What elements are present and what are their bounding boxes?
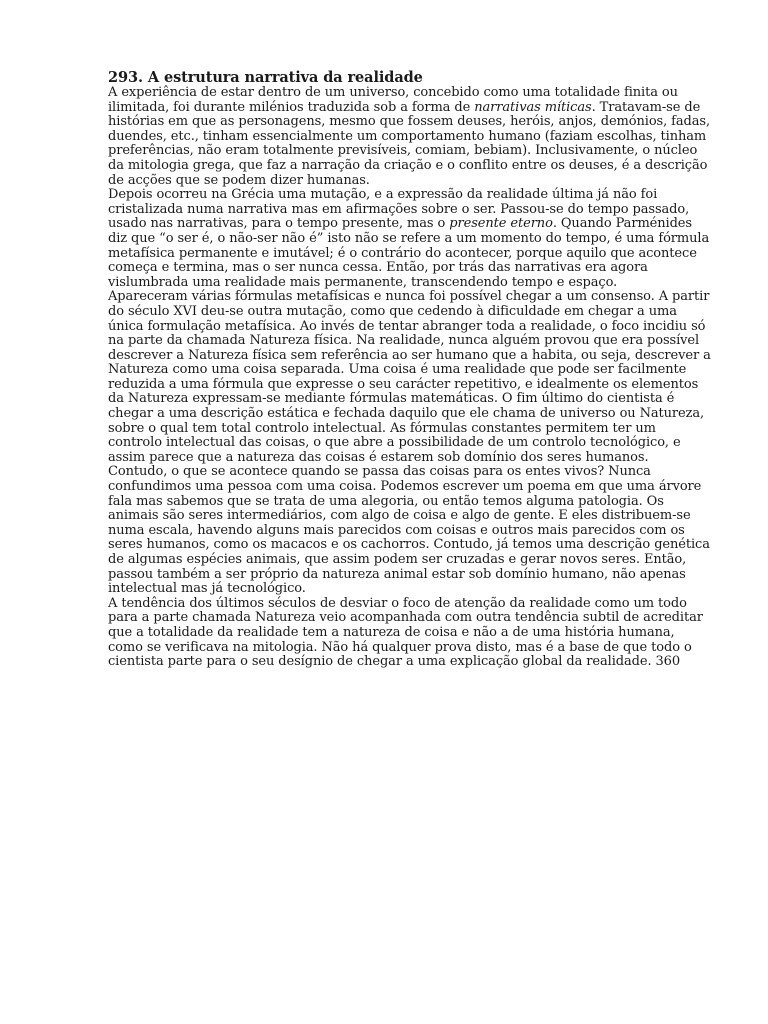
paragraph-text: . Quando Parménides diz que “o ser é, o não-ser não é” isto não se refere a um momento do tempo, é uma fórmula metafísica permanente e imutável; é o contrário do acontecer, porque aquilo que acontece começa e termina, mas o ser nunca cessa. Então, por trás das narrativas era agora vislumbrada uma realidade mais permanente, transcendendo tempo e espaço. bbox=[108, 216, 710, 290]
document-page bbox=[108, 70, 713, 670]
paragraph-2 bbox=[108, 188, 713, 290]
paragraph-text: Depois ocorreu na Grécia uma mutação, e a expressão da realidade última já não foi cristalizada numa narrativa mas em afirmações sobre o ser. Passou-se do tempo passado, usado nas narrativas, para o tempo presente, mas o bbox=[108, 187, 690, 232]
section-title: 293. A estrutura narrativa da realidade bbox=[108, 69, 423, 86]
paragraph-text: . Tratavam-se de histórias em que as personagens, mesmo que fossem deuses, heróis, anjos, demónios, fadas, duendes, etc., tinham essencialmente um comportamento humano (faziam escolhas, tinham preferências, não eram totalmente previsíveis, comiam, bebiam). Inclusivamente, o núcleo da mitologia grega, que faz a narração da criação e o conflito entre os deuses, é a descrição de acções que se podem dizer humanas. bbox=[108, 99, 711, 188]
paragraph-text: A tendência dos últimos séculos de desviar o foco de atenção da realidade como um todo para a parte chamada Natureza veio acompanhada com outra tendência subtil de acreditar que a totalidade da realidade tem a natureza de coisa e não a de uma história humana, como se verificava na mitologia. Não há qualquer prova disto, mas é a base de que todo o cientista parte para o seu desígnio de chegar a uma explicação global da realidade. 360 bbox=[108, 595, 703, 670]
emphasis-text: presente eterno bbox=[449, 216, 553, 232]
paragraph-text: Contudo, o que se acontece quando se passa das coisas para os entes vivos? Nunca confundimos uma pessoa com uma coisa. Podemos escrever um poema em que uma árvore fala mas sabemos que se trata de uma alegoria, ou então temos alguma patologia. Os animais são seres intermediários, com algo de coisa e algo de gente. E eles distribuem-se numa escala, havendo alguns mais parecidos com coisas e outros mais parecidos com os seres humanos, como os macacos e os cachorros. Contudo, já temos uma descrição genética de algumas espécies animais, que assim podem ser cruzadas e gerar novos seres. Então, passou também a ser próprio da natureza animal estar sob domínio humano, não apenas intelectual mas já tecnológico. bbox=[108, 464, 710, 597]
paragraph-text: Apareceram várias fórmulas metafísicas e nunca foi possível chegar a um consenso. A partir do século XVI deu-se outra mutação, como que cedendo à dificuldade em chegar a uma única formulação metafísica. Ao invés de tentar abranger toda a realidade, o foco incidiu só na parte da chamada Natureza física. Na realidade, nunca alguém provou que era possível descrever a Natureza física sem referência ao ser humano que a habita, ou seja, descrever a Natureza como uma coisa separada. Uma coisa é uma realidade que pode ser facilmente reduzida a uma fórmula que expresse o seu carácter repetitivo, e idealmente os elementos da Natureza expressam-se mediante fórmulas matemáticas. O fim último do cientista é chegar a uma descrição estática e fechada daquilo que ele chama de universo ou Natureza, sobre o qual tem total controlo intelectual. As fórmulas constantes permitem ter um controlo intelectual das coisas, o que abre a possibilidade de um controlo tecnológico, e assim parece que a natureza das coisas é estarem sob domínio dos seres humanos. bbox=[108, 289, 711, 465]
paragraph-3 bbox=[108, 290, 713, 465]
paragraph-1 bbox=[108, 86, 713, 188]
emphasis-text: narrativas míticas bbox=[474, 99, 592, 115]
paragraph-4 bbox=[108, 465, 713, 596]
paragraph-5 bbox=[108, 597, 713, 670]
paragraph-text: A experiência de estar dentro de um universo, concebido como uma totalidade finita ou ilimitada, foi durante milénios traduzida sob a forma de bbox=[108, 85, 678, 115]
